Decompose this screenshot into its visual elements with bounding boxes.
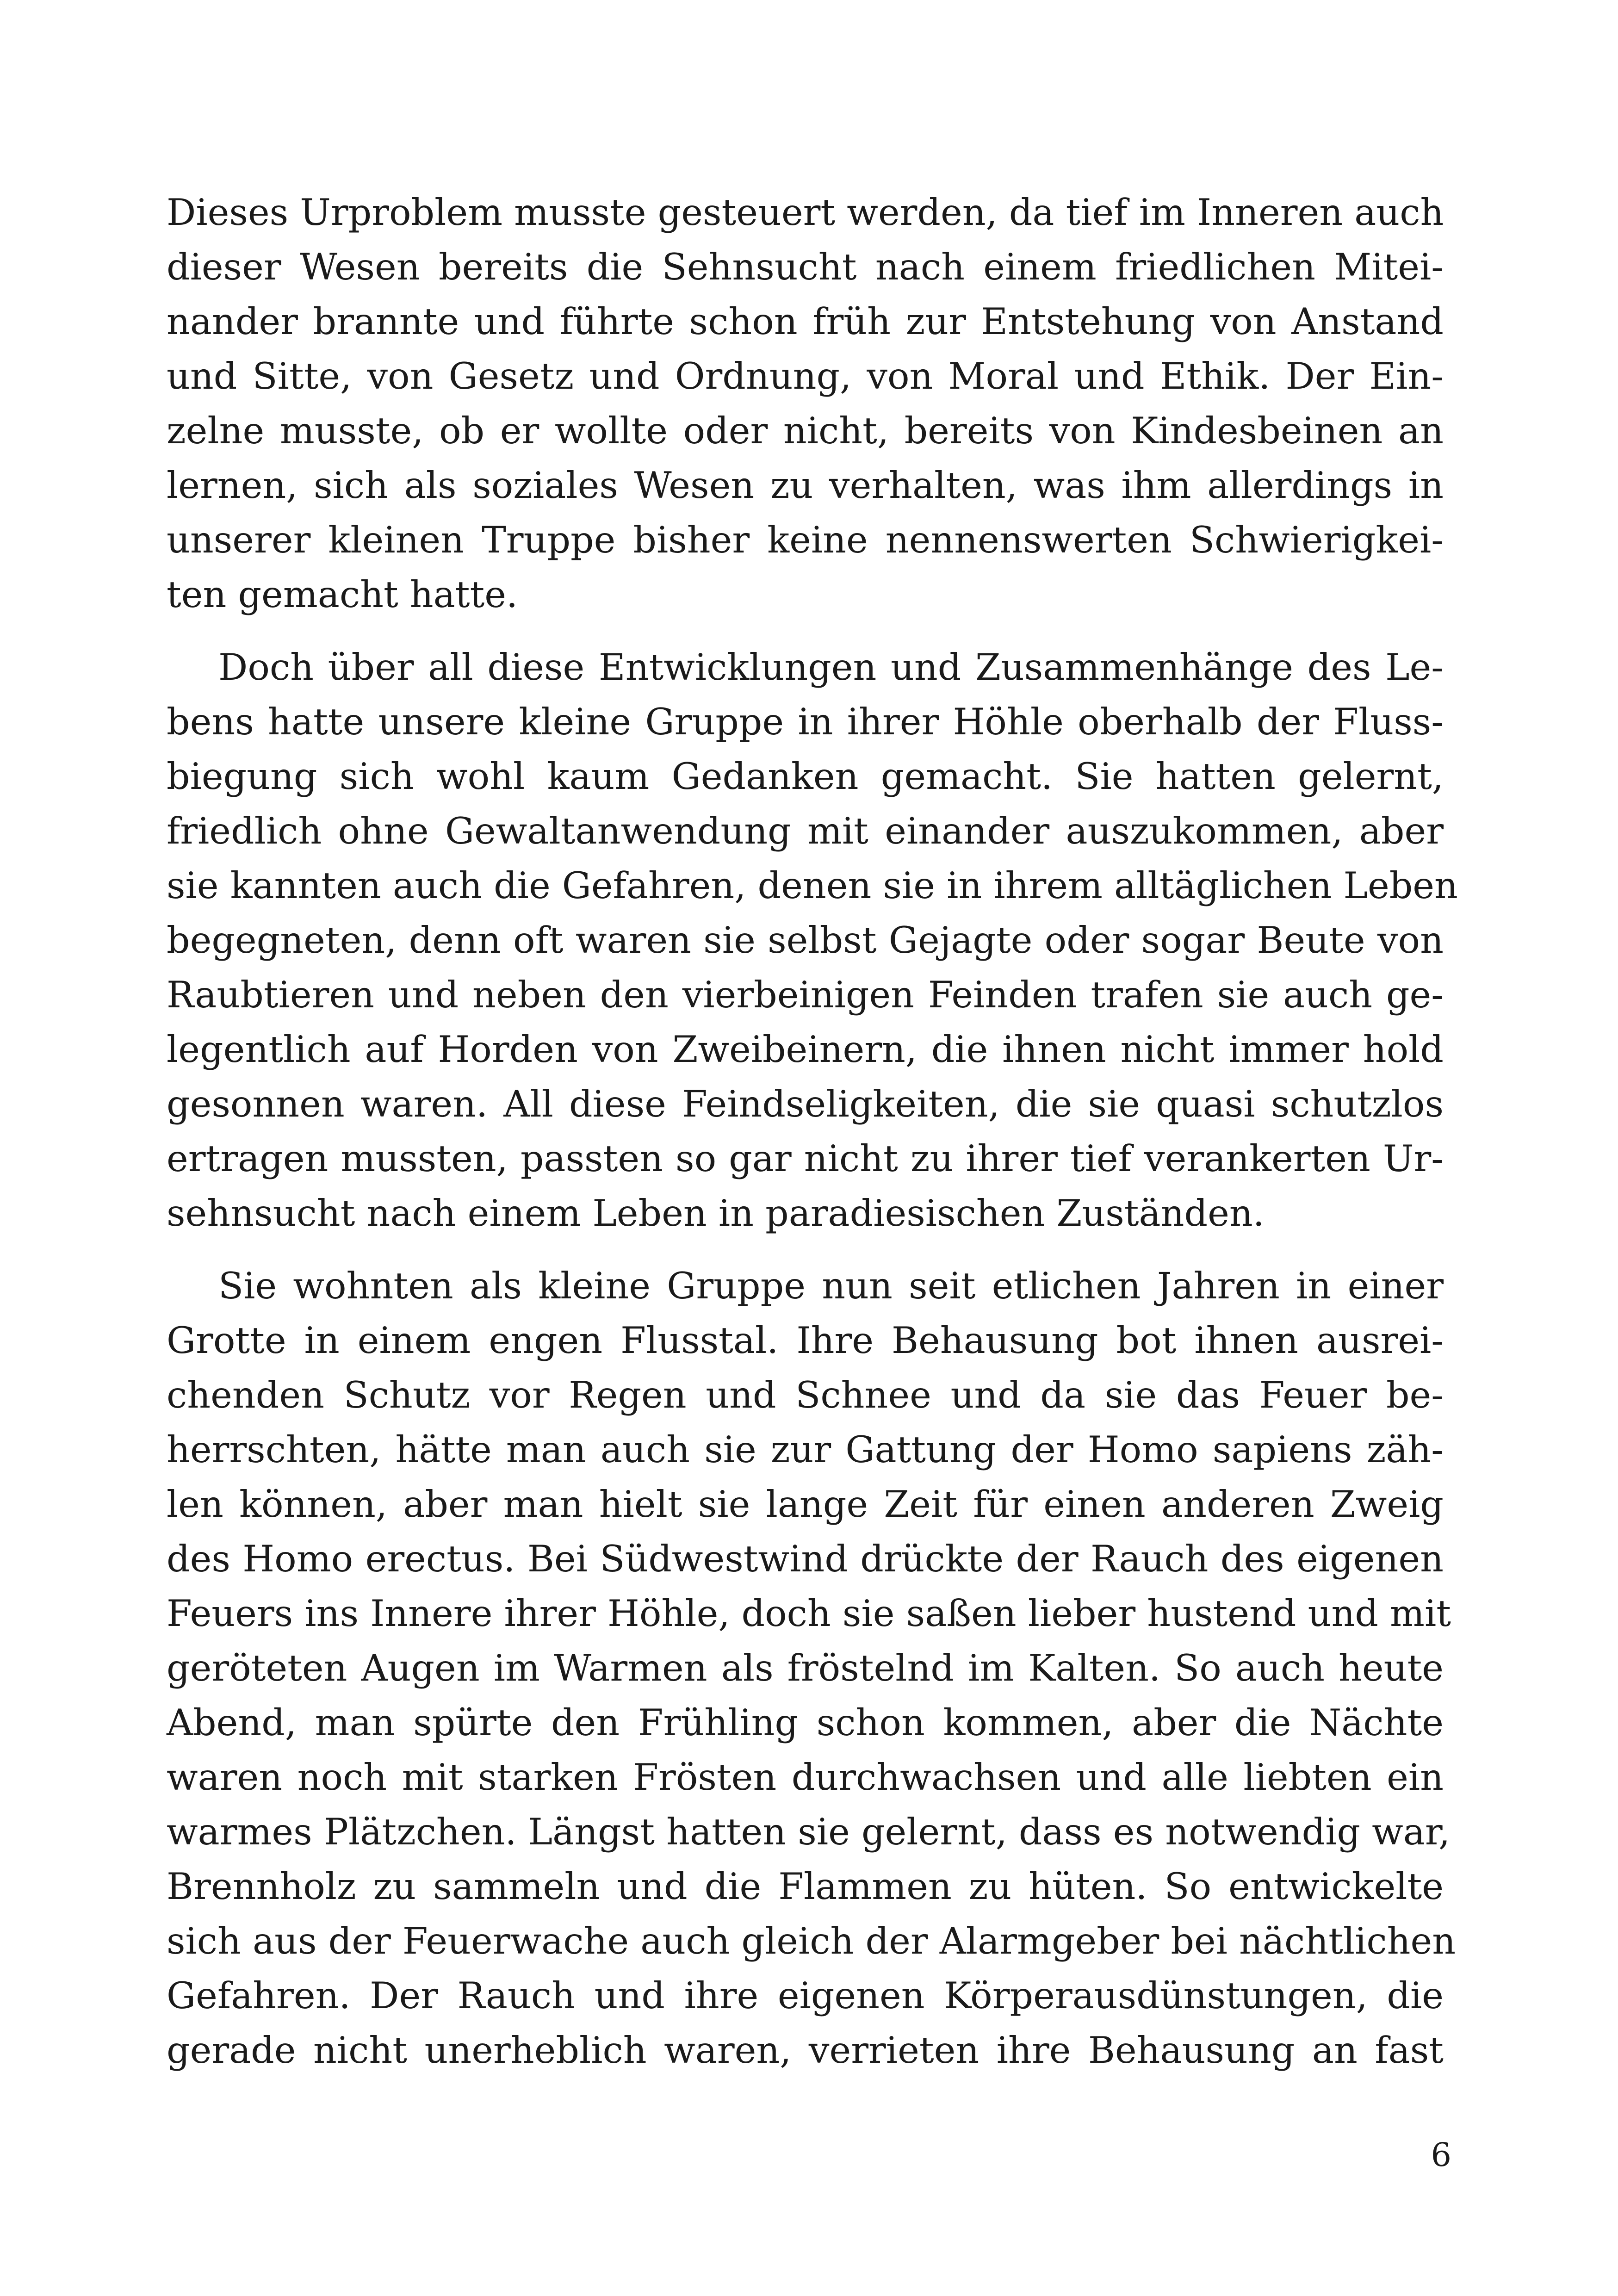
text-line: Raubtieren und neben den vierbeinigen Feinden trafen sie auch ge- — [167, 974, 1444, 1016]
text-line: gesonnen waren. All diese Feindseligkeiten, die sie quasi schutzlos — [167, 1083, 1444, 1125]
text-line: bens hatte unsere kleine Gruppe in ihrer Höhle oberhalb der Fluss- — [167, 701, 1444, 743]
text-line: dieser Wesen bereits die Sehnsucht nach einem friedlichen Mitei- — [167, 246, 1444, 288]
text-line: len können, aber man hielt sie lange Zeit für einen anderen Zweig — [167, 1483, 1444, 1526]
paragraph — [167, 185, 1444, 622]
text-line: lernen, sich als soziales Wesen zu verhalten, was ihm allerdings in — [167, 464, 1444, 507]
text-line: chenden Schutz vor Regen und Schnee und da sie das Feuer be- — [167, 1374, 1444, 1416]
text-line: nander brannte und führte schon früh zur Entstehung von Anstand — [167, 300, 1444, 343]
text-line: gerade nicht unerheblich waren, verrieten ihre Behausung an fast — [167, 2029, 1444, 2072]
text-line: biegung sich wohl kaum Gedanken gemacht. Sie hatten gelernt, — [167, 755, 1444, 798]
text-line: sie kannten auch die Gefahren, denen sie in ihrem alltäglichen Leben — [167, 864, 1458, 907]
text-line: Dieses Urproblem musste gesteuert werden, da tief im Inneren auch — [167, 191, 1444, 234]
text-line: warmes Plätzchen. Längst hatten sie gelernt, dass es notwendig war, — [167, 1811, 1451, 1853]
paragraph — [167, 1259, 1456, 2078]
text-line: ten gemacht hatte. — [167, 573, 518, 616]
text-line: sehnsucht nach einem Leben in paradiesischen Zuständen. — [167, 1192, 1265, 1235]
text-line: Gefahren. Der Rauch und ihre eigenen Körperausdünstungen, die — [167, 1974, 1444, 2017]
text-line: begegneten, denn oft waren sie selbst Gejagte oder sogar Beute von — [167, 919, 1444, 962]
text-line: zelne musste, ob er wollte oder nicht, bereits von Kindesbeinen an — [167, 410, 1444, 452]
text-line: Sie wohnten als kleine Gruppe nun seit etlichen Jahren in einer — [218, 1265, 1444, 1307]
text-line: legentlich auf Horden von Zweibeinern, die ihnen nicht immer hold — [167, 1028, 1444, 1071]
text-line: ertragen mussten, passten so gar nicht zu ihrer tief verankerten Ur- — [167, 1137, 1444, 1180]
text-line: unserer kleinen Truppe bisher keine nennenswerten Schwierigkei- — [167, 519, 1444, 561]
text-line: friedlich ohne Gewaltanwendung mit einander auszukommen, aber — [167, 810, 1444, 852]
text-line: Doch über all diese Entwicklungen und Zusammenhänge des Le- — [218, 646, 1444, 689]
text-line: Brennholz zu sammeln und die Flammen zu hüten. So entwickelte — [167, 1865, 1444, 1908]
text-line: herrschten, hätte man auch sie zur Gattung der Homo sapiens zäh- — [167, 1428, 1444, 1471]
text-line: sich aus der Feuerwache auch gleich der Alarmgeber bei nächtlichen — [167, 1920, 1456, 1962]
text-line: und Sitte, von Gesetz und Ordnung, von Moral und Ethik. Der Ein- — [167, 355, 1444, 397]
paragraph — [167, 640, 1458, 1241]
text-line: Abend, man spürte den Frühling schon kommen, aber die Nächte — [167, 1701, 1444, 1744]
text-line: des Homo erectus. Bei Südwestwind drückte der Rauch des eigenen — [167, 1538, 1444, 1580]
text-line: geröteten Augen im Warmen als fröstelnd im Kalten. So auch heute — [167, 1647, 1444, 1689]
page-number: 6 — [1431, 2136, 1451, 2174]
text-line: Grotte in einem engen Flusstal. Ihre Behausung bot ihnen ausrei- — [167, 1319, 1444, 1362]
body-text — [167, 185, 1458, 2096]
text-line: Feuers ins Innere ihrer Höhle, doch sie saßen lieber hustend und mit — [167, 1592, 1451, 1635]
text-line: waren noch mit starken Frösten durchwachsen und alle liebten ein — [167, 1756, 1444, 1799]
